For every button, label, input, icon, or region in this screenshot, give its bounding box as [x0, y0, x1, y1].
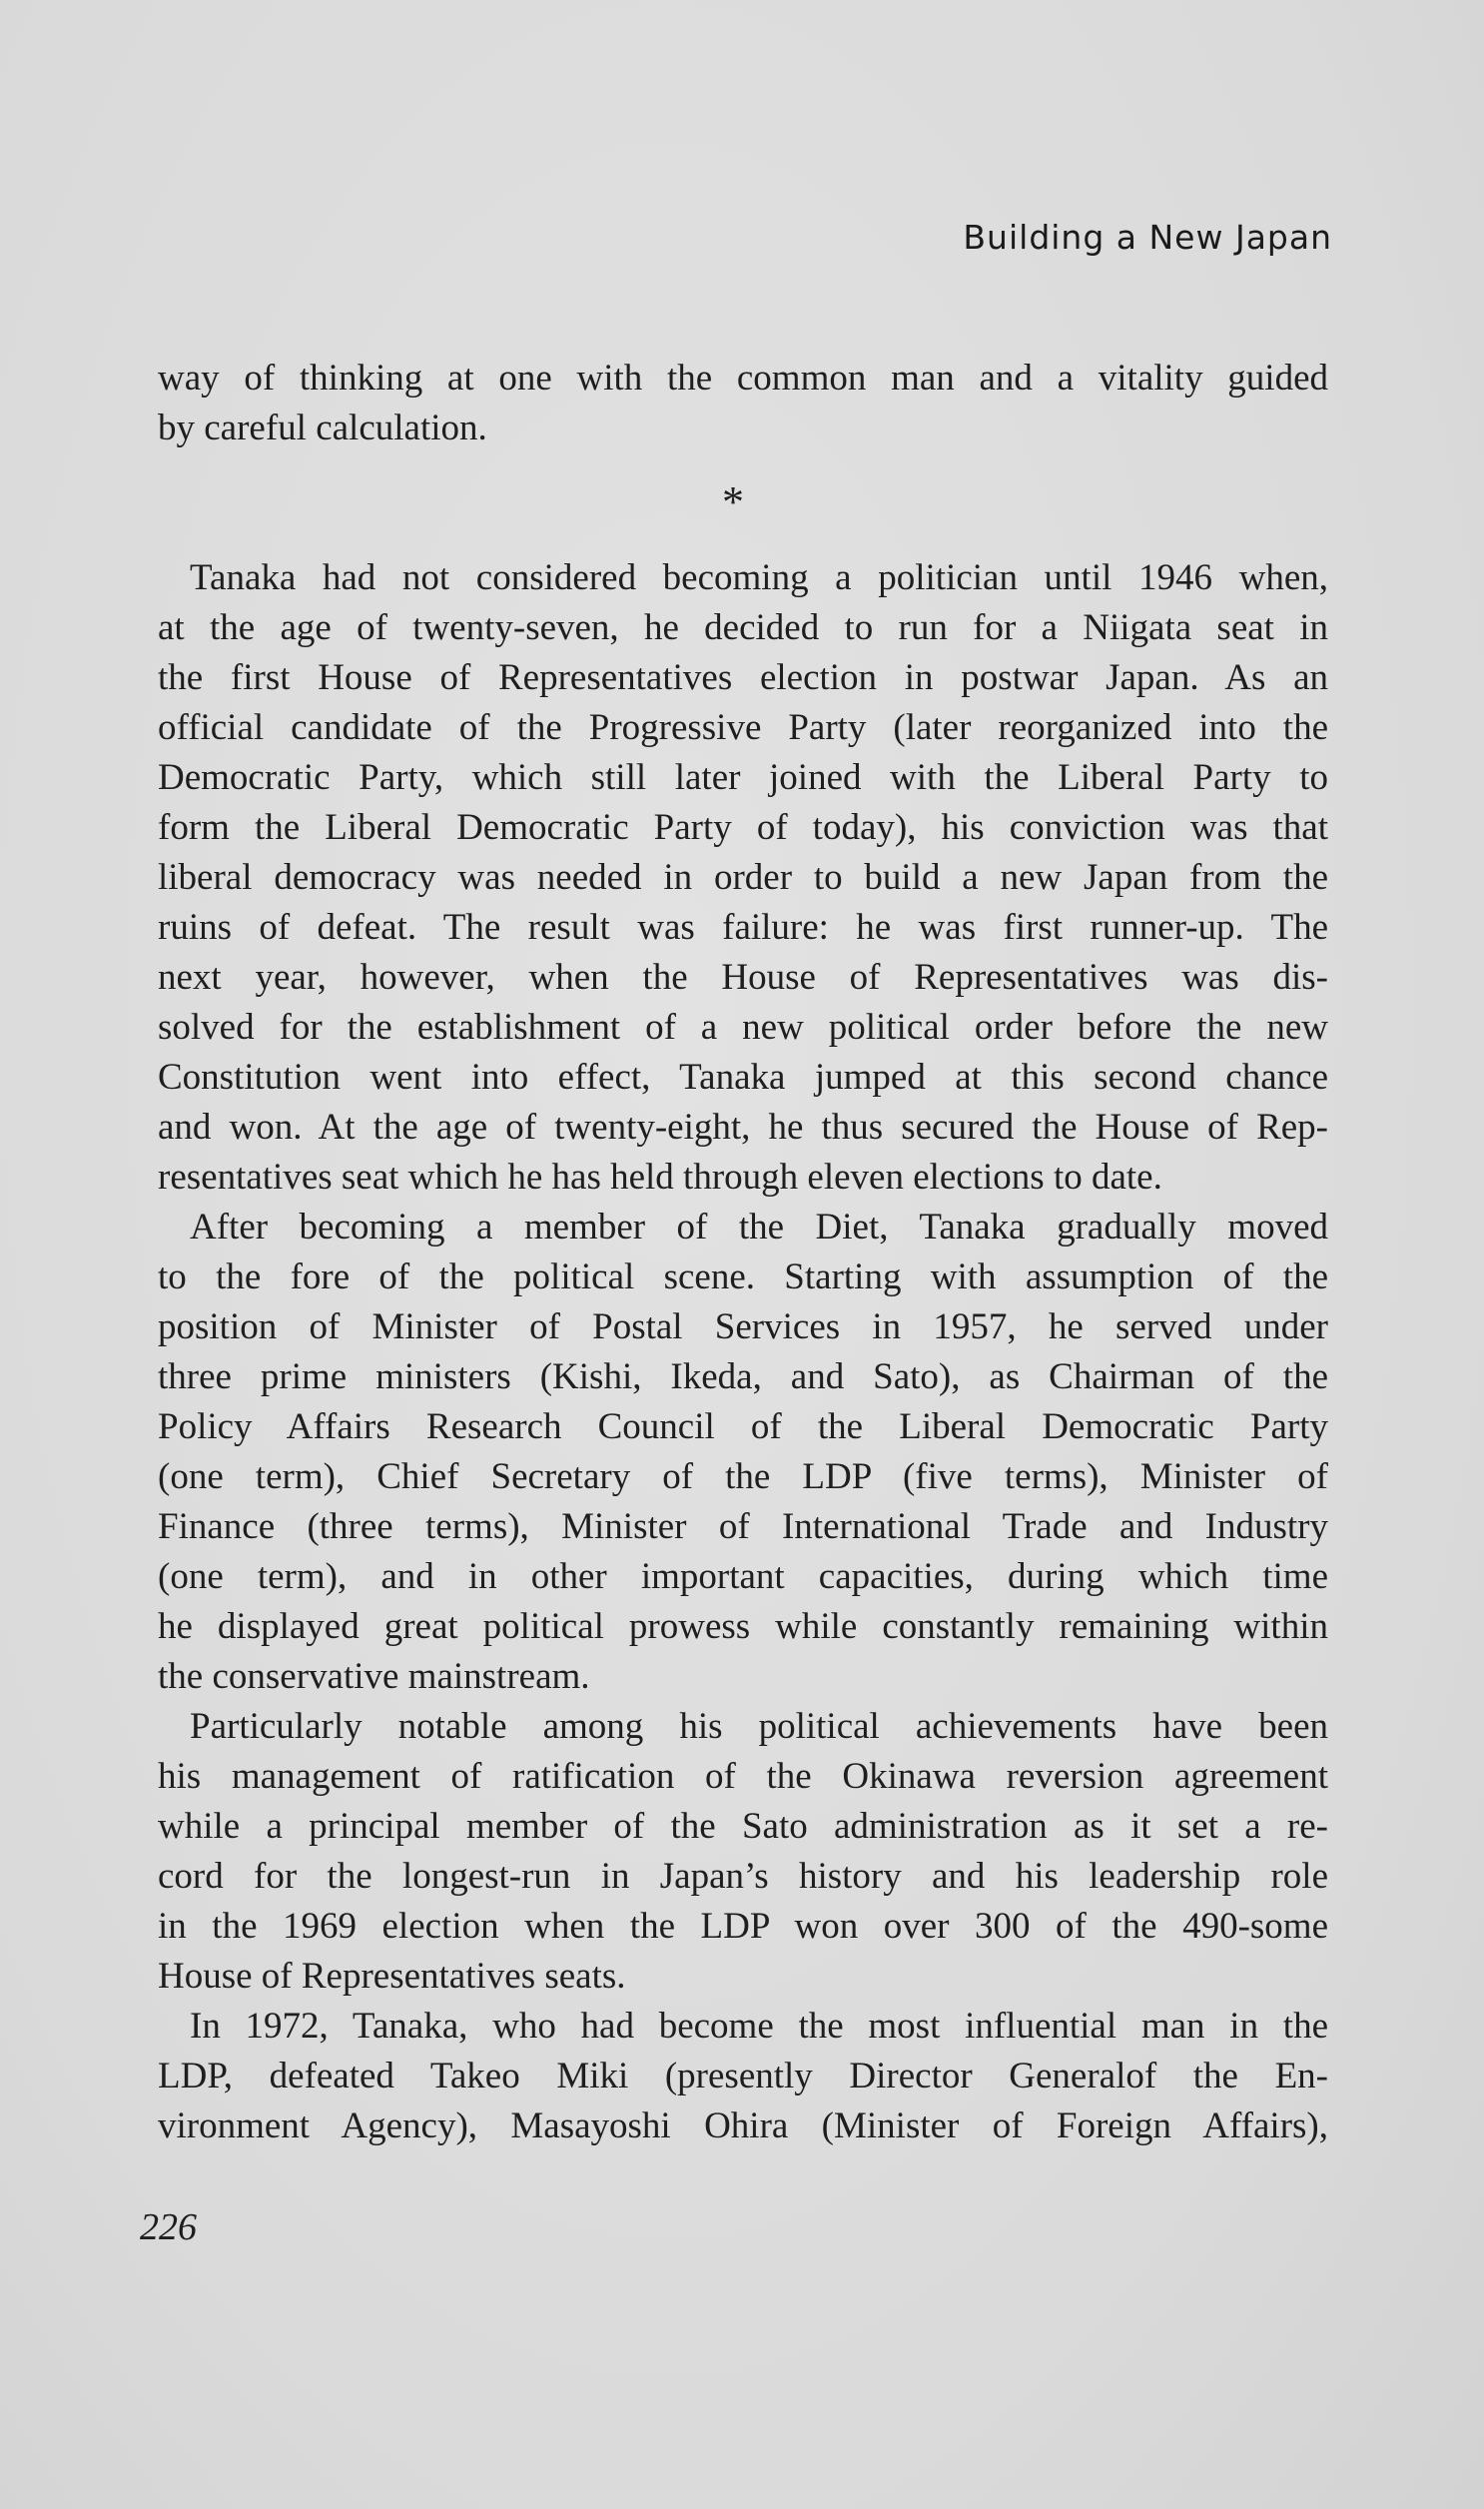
text-line: solved for the establishment of a new political order before the new [158, 1007, 1328, 1048]
text-line: Democratic Party, which still later joined with the Liberal Party to [158, 757, 1328, 798]
body-text [158, 553, 1328, 2151]
section-separator: * [722, 477, 744, 526]
text-line: form the Liberal Democratic Party of today), his conviction was that [158, 807, 1328, 848]
text-line: the first House of Representatives election in postwar Japan. As an [158, 657, 1328, 698]
text-line: In 1972, Tanaka, who had become the most influential man in the [190, 2006, 1328, 2047]
text-line: Policy Affairs Research Council of the Liberal Democratic Party [158, 1406, 1328, 1447]
text-line: Tanaka had not considered becoming a politician until 1946 when, [190, 557, 1328, 598]
text-line: (one term), Chief Secretary of the LDP (five terms), Minister of [158, 1456, 1328, 1497]
running-head: Building a New Japan [963, 218, 1332, 257]
text-line: ruins of defeat. The result was failure: he was first runner-up. The [158, 907, 1328, 948]
text-line: Constitution went into effect, Tanaka jumped at this second chance [158, 1057, 1328, 1098]
text-line: while a principal member of the Sato administration as it set a re- [158, 1806, 1328, 1847]
text-line: his management of ratification of the Okinawa reversion agreement [158, 1756, 1328, 1797]
text-line: vironment Agency), Masayoshi Ohira (Minister of Foreign Affairs), [158, 2105, 1328, 2146]
text-line: he displayed great political prowess while constantly remaining within [158, 1606, 1328, 1647]
text-line: next year, however, when the House of Representatives was dis- [158, 957, 1328, 998]
text-line: liberal democracy was needed in order to build a new Japan from the [158, 857, 1328, 898]
text-line: Particularly notable among his political achievements have been [190, 1706, 1328, 1747]
text-line: official candidate of the Progressive Party (later reorganized into the [158, 707, 1328, 748]
text-line: in the 1969 election when the LDP won over 300 of the 490-some [158, 1906, 1328, 1947]
text-line: at the age of twenty-seven, he decided to run for a Niigata seat in [158, 607, 1328, 648]
page-number: 226 [140, 2206, 197, 2248]
text-line: and won. At the age of twenty-eight, he thus secured the House of Rep- [158, 1107, 1328, 1148]
text-line: Finance (three terms), Minister of International Trade and Industry [158, 1506, 1328, 1547]
text-line: position of Minister of Postal Services in 1957, he served under [158, 1306, 1328, 1347]
text-line: resentatives seat which he has held through eleven elections to date. [158, 1157, 1162, 1198]
text-line: the conservative mainstream. [158, 1656, 590, 1697]
text-line: After becoming a member of the Diet, Tanaka gradually moved [190, 1207, 1328, 1248]
text-line: House of Representatives seats. [158, 1956, 626, 1997]
text-line: to the fore of the political scene. Starting with assumption of the [158, 1256, 1328, 1297]
text-line: three prime ministers (Kishi, Ikeda, and Sato), as Chairman of the [158, 1356, 1328, 1397]
text-line: way of thinking at one with the common man and a vitality guided [158, 358, 1328, 399]
text-line: LDP, defeated Takeo Miki (presently Director Generalof the En- [158, 2056, 1328, 2096]
text-line: by careful calculation. [158, 408, 487, 448]
opening-text [158, 354, 1328, 453]
text-line: (one term), and in other important capacities, during which time [158, 1556, 1328, 1597]
text-line: cord for the longest-run in Japan’s history and his leadership role [158, 1856, 1328, 1897]
